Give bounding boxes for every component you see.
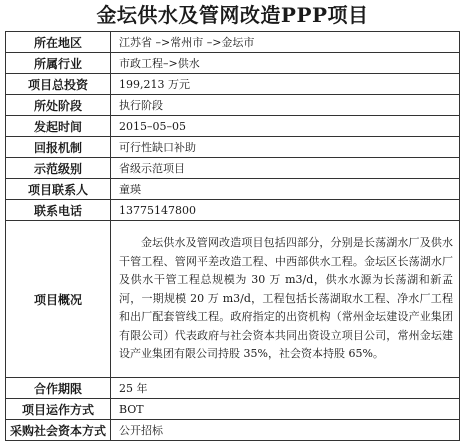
row-value: 13775147800 [111, 200, 460, 221]
table-row [6, 420, 460, 441]
table-row [6, 95, 460, 116]
row-value: 市政工程–>供水 [111, 53, 460, 74]
table-row [6, 32, 460, 53]
row-label: 所属行业 [6, 53, 111, 74]
row-label: 回报机制 [6, 137, 111, 158]
page-title: 金坛供水及管网改造PPP项目 [96, 3, 369, 27]
row-value: 省级示范项目 [111, 158, 460, 179]
row-value: 童瑛 [111, 179, 460, 200]
row-value: 执行阶段 [111, 95, 460, 116]
row-label: 项目联系人 [6, 179, 111, 200]
table-row [6, 53, 460, 74]
row-label: 项目概况 [6, 221, 111, 378]
project-info-table [5, 31, 460, 441]
row-label: 项目总投资 [6, 74, 111, 95]
table-row [6, 399, 460, 420]
table-row [6, 137, 460, 158]
row-label: 示范级别 [6, 158, 111, 179]
row-value: 可行性缺口补助 [111, 137, 460, 158]
row-value: BOT [111, 399, 460, 420]
row-label: 合作期限 [6, 378, 111, 399]
row-value: 25 年 [111, 378, 460, 399]
table-row [6, 378, 460, 399]
table-row [6, 221, 460, 378]
row-label: 发起时间 [6, 116, 111, 137]
row-label: 联系电话 [6, 200, 111, 221]
table-row [6, 116, 460, 137]
table-row [6, 200, 460, 221]
table-row [6, 179, 460, 200]
project-overview-text: 金坛供水及管网改造项目包括四部分，分别是长荡湖水厂及供水干管工程、管网平差改造工程、中西部供水工程。金坛区长荡湖水厂及供水干管工程总规模为 30 万 m3/d，供水水源为长荡湖和新孟河，一期规模 20 万 m3/d，工程包括长荡湖取水工程、净水厂工程和出厂配套管线工程。政府指定的出资机构（常州金坛建设产业集团有限公司）代表政府与社会资本共同出资设立项目公司，常州金坛建设产业集团有限公司持股 35%，社会资本持股 65%。 [111, 221, 460, 378]
row-value: 公开招标 [111, 420, 460, 441]
row-value: 2015–05–05 [111, 116, 460, 137]
row-label: 所处阶段 [6, 95, 111, 116]
row-label: 项目运作方式 [6, 399, 111, 420]
table-row [6, 158, 460, 179]
row-value: 江苏省 –>常州市 –>金坛市 [111, 32, 460, 53]
row-label: 采购社会资本方式 [6, 420, 111, 441]
table-row [6, 74, 460, 95]
row-label: 所在地区 [6, 32, 111, 53]
row-value: 199,213 万元 [111, 74, 460, 95]
